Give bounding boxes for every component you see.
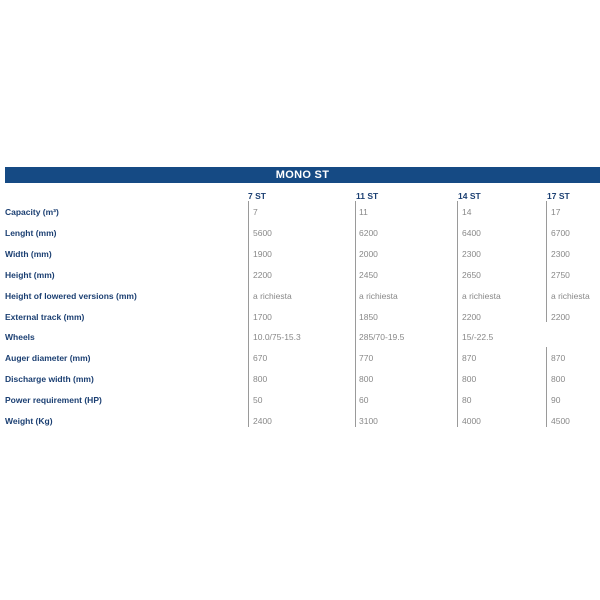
column-divider (457, 201, 458, 427)
table-cell: 870 (551, 353, 566, 364)
table-cell: a richiesta (462, 290, 501, 301)
table-title: MONO ST (5, 167, 600, 183)
column-divider (546, 347, 547, 427)
table-cell: 800 (551, 374, 566, 385)
table-cell: 2750 (551, 269, 570, 280)
table-cell: 2650 (462, 269, 481, 280)
table-cell: 1850 (359, 311, 378, 322)
row-label: Wheels (5, 332, 35, 343)
table-cell: 2300 (551, 248, 570, 259)
table-cell: a richiesta (551, 290, 590, 301)
table-cell: 14 (462, 207, 472, 217)
row-label: External track (mm) (5, 311, 85, 322)
table-cell: a richiesta (253, 290, 292, 301)
table-cell: 50 (253, 395, 263, 406)
table-cell: 2400 (253, 416, 272, 426)
row-label: Width (mm) (5, 248, 52, 259)
table-cell: 670 (253, 353, 268, 364)
table-cell: 80 (462, 395, 472, 406)
table-cell: 285/70-19.5 (359, 332, 405, 343)
table-cell: 870 (462, 353, 477, 364)
table-cell: 1900 (253, 248, 272, 259)
row-label: Power requirement (HP) (5, 395, 102, 406)
table-cell: 60 (359, 395, 369, 406)
table-cell: 2300 (462, 248, 481, 259)
table-cell: 15/-22.5 (462, 332, 494, 343)
table-cell: 2450 (359, 269, 378, 280)
table-cell: 17 (551, 207, 561, 217)
table-cell: 6400 (462, 227, 481, 238)
table-cell: 3100 (359, 416, 378, 426)
column-divider (355, 201, 356, 427)
table-cell: 800 (462, 374, 477, 385)
column-header: 14 ST (458, 191, 481, 201)
table-cell: 4000 (462, 416, 481, 426)
table-cell: 770 (359, 353, 374, 364)
table-cell: a richiesta (359, 290, 398, 301)
table-cell: 800 (253, 374, 268, 385)
table-cell: 10.0/75-15.3 (253, 332, 301, 343)
table-cell: 2200 (462, 311, 481, 322)
row-label: Capacity (m³) (5, 207, 59, 217)
row-label: Height (mm) (5, 269, 55, 280)
table-cell: 5600 (253, 227, 272, 238)
table-cell: 6700 (551, 227, 570, 238)
table-cell: 1700 (253, 311, 272, 322)
column-header: 17 ST (547, 191, 570, 201)
row-label: Auger diameter (mm) (5, 353, 91, 364)
column-divider (546, 201, 547, 322)
table-cell: 4500 (551, 416, 570, 426)
table-cell: 2000 (359, 248, 378, 259)
row-label: Height of lowered versions (mm) (5, 290, 137, 301)
table-cell: 6200 (359, 227, 378, 238)
table-cell: 11 (359, 207, 368, 217)
row-label: Discharge width (mm) (5, 374, 94, 385)
table-cell: 90 (551, 395, 561, 406)
column-divider (248, 201, 249, 427)
table-cell: 800 (359, 374, 374, 385)
table-cell: 2200 (551, 311, 570, 322)
row-label: Lenght (mm) (5, 227, 57, 238)
column-header: 7 ST (248, 191, 266, 201)
column-header: 11 ST (356, 191, 379, 201)
row-label: Weight (Kg) (5, 416, 53, 426)
table-cell: 7 (253, 207, 258, 217)
table-cell: 2200 (253, 269, 272, 280)
